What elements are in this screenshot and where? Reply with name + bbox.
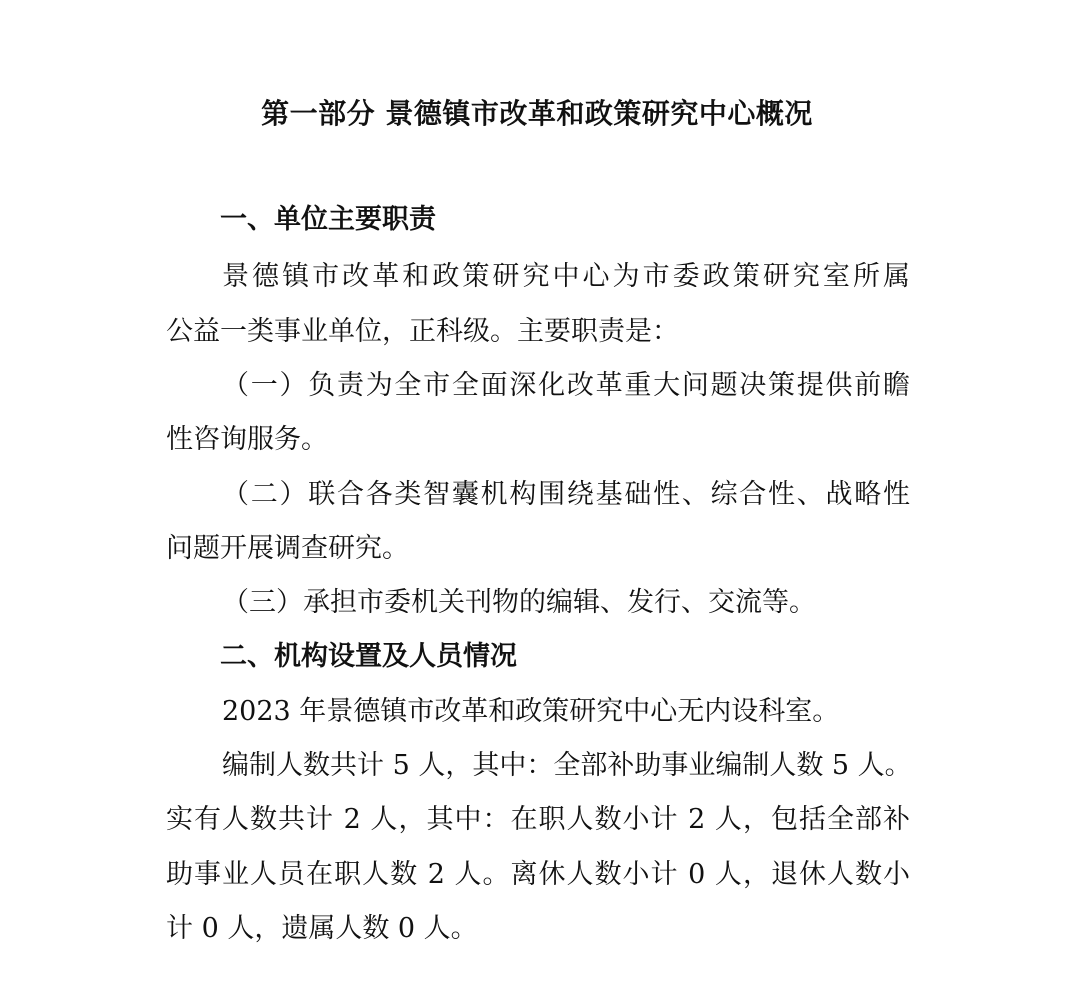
paragraph-line: 编制人数共计 5 人，其中：全部补助事业编制人数 5 人。 (222, 750, 912, 781)
section-heading-organization: 二、机构设置及人员情况 (220, 641, 517, 672)
list-item-line: 问题开展调查研究。 (166, 533, 409, 564)
paragraph-line: 景德镇市改革和政策研究中心为市委政策研究室所属 (222, 261, 910, 292)
list-item-line: （二）联合各类智囊机构围绕基础性、综合性、战略性 (222, 479, 910, 510)
list-item-line: 性咨询服务。 (166, 424, 328, 455)
document-title: 第一部分 景德镇市改革和政策研究中心概况 (261, 97, 813, 130)
list-item-line: （三）承担市委机关刊物的编辑、发行、交流等。 (222, 587, 816, 618)
section-heading-duties: 一、单位主要职责 (220, 204, 436, 235)
paragraph-line: 实有人数共计 2 人，其中：在职人数小计 2 人，包括全部补 (166, 804, 910, 835)
paragraph-line: 2023 年景德镇市改革和政策研究中心无内设科室。 (222, 696, 840, 727)
paragraph-line: 公益一类事业单位，正科级。主要职责是： (166, 316, 679, 347)
list-item-line: （一）负责为全市全面深化改革重大问题决策提供前瞻 (222, 370, 910, 401)
paragraph-line: 计 0 人，遗属人数 0 人。 (166, 913, 478, 944)
paragraph-line: 助事业人员在职人数 2 人。离休人数小计 0 人，退休人数小 (166, 859, 910, 890)
